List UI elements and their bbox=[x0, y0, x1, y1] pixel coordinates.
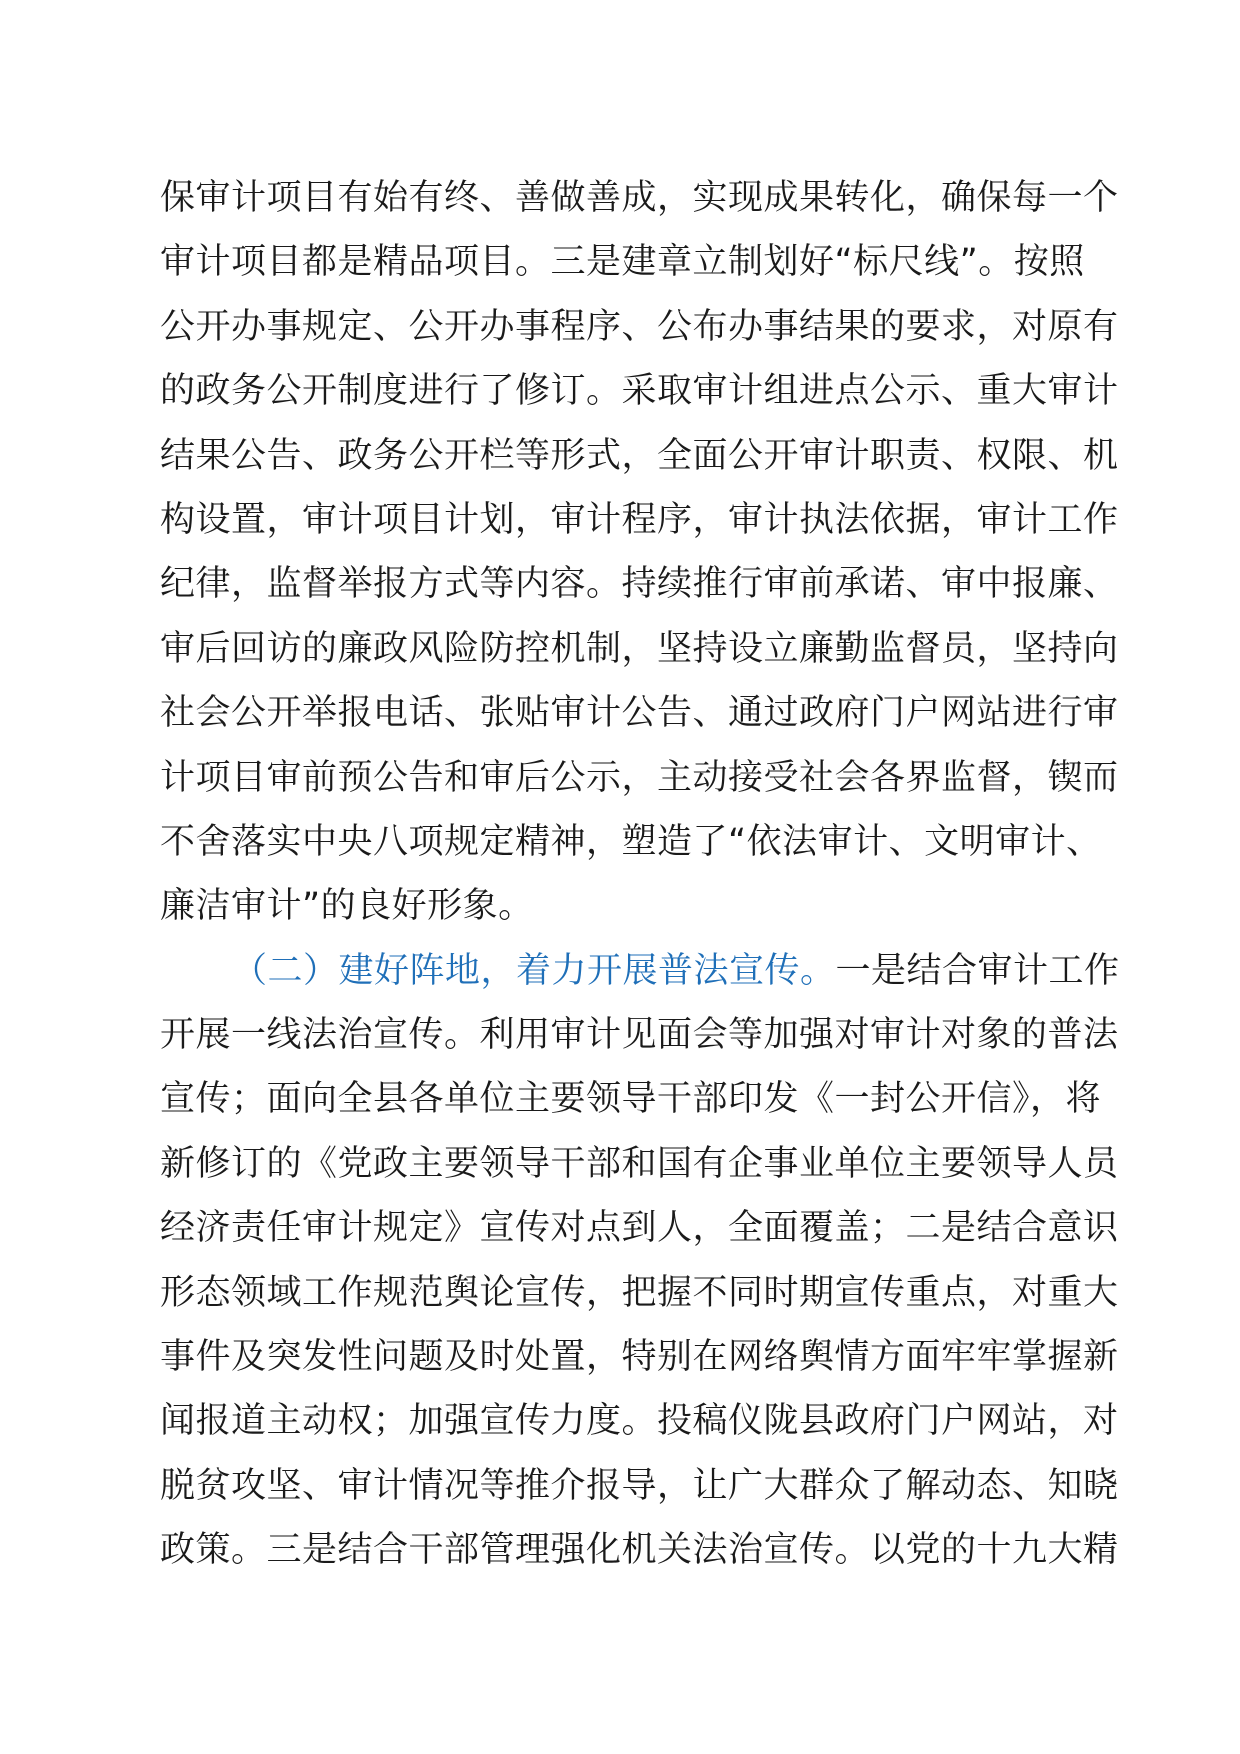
paragraph-line: 形态领域工作规范舆论宣传，把握不同时期宣传重点，对重大 bbox=[160, 1272, 1119, 1313]
paragraph-line: 构设置，审计项目计划，审计程序，审计执法依据，审计工作 bbox=[160, 499, 1119, 540]
paragraph-line: 审计项目都是精品项目。三是建章立制划好“标尺线”。按照 bbox=[160, 242, 1085, 283]
section-heading-line bbox=[160, 939, 1120, 1003]
paragraph-line: 审后回访的廉政风险防控机制，坚持设立廉勤监督员，坚持向 bbox=[160, 628, 1119, 669]
paragraph-line: 结果公告、政务公开栏等形式，全面公开审计职责、权限、机 bbox=[160, 435, 1119, 476]
paragraph-line: 公开办事规定、公开办事程序、公布办事结果的要求，对原有 bbox=[160, 306, 1119, 347]
paragraph-line: 事件及突发性问题及时处置，特别在网络舆情方面牢牢掌握新 bbox=[160, 1337, 1119, 1378]
section-heading: （二）建好阵地，着力开展普法宣传。 bbox=[232, 950, 836, 991]
paragraph-line: 经济责任审计规定》宣传对点到人，全面覆盖；二是结合意识 bbox=[160, 1208, 1119, 1249]
paragraph-line: 宣传；面向全县各单位主要领导干部印发《一封公开信》，将 bbox=[160, 1079, 1102, 1120]
paragraph-line: 开展一线法治宣传。利用审计见面会等加强对审计对象的普法 bbox=[160, 1015, 1119, 1056]
paragraph-line: 社会公开举报电话、张贴审计公告、通过政府门户网站进行审 bbox=[160, 693, 1119, 734]
paragraph-line: 新修订的《党政主要领导干部和国有企事业单位主要领导人员 bbox=[160, 1143, 1119, 1184]
paragraph-line: 的政务公开制度进行了修订。采取审计组进点公示、重大审计 bbox=[160, 371, 1119, 412]
body-text bbox=[160, 166, 1120, 1583]
section-heading-rest: 一是结合审计工作 bbox=[835, 950, 1120, 991]
paragraph-line: 保审计项目有始有终、善做善成，实现成果转化，确保每一个 bbox=[160, 178, 1119, 218]
paragraph-line: 廉洁审计”的良好形象。 bbox=[160, 886, 534, 927]
paragraph-line: 计项目审前预公告和审后公示，主动接受社会各界监督，锲而 bbox=[160, 757, 1119, 798]
paragraph-line: 脱贫攻坚、审计情况等推介报导，让广大群众了解动态、知晓 bbox=[160, 1465, 1119, 1506]
paragraph-line: 闻报道主动权；加强宣传力度。投稿仪陇县政府门户网站，对 bbox=[160, 1401, 1119, 1442]
paragraph-line: 政策。三是结合干部管理强化机关法治宣传。以党的十九大精 bbox=[160, 1530, 1119, 1571]
paragraph-line: 不舍落实中央八项规定精神，塑造了“依法审计、文明审计、 bbox=[160, 821, 1102, 862]
paragraph-line: 纪律，监督举报方式等内容。持续推行审前承诺、审中报廉、 bbox=[160, 564, 1119, 605]
